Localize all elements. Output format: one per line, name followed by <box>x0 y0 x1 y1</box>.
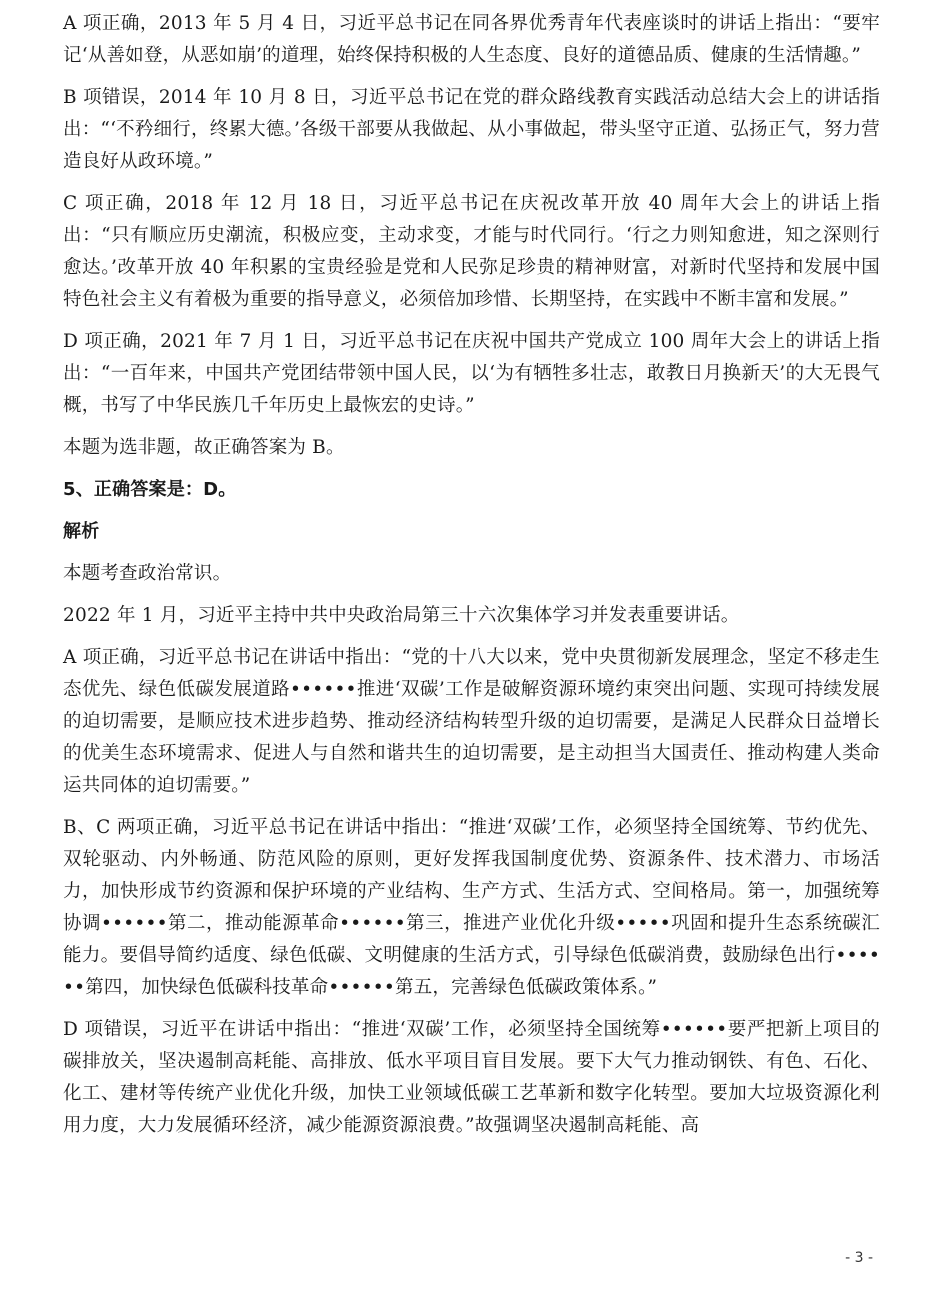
paragraph-option-a-carbon: A 项正确，习近平总书记在讲话中指出：“党的十八大以来，党中央贯彻新发展理念，坚定不移走生态优先、绿色低碳发展道路••••••推进‘双碳’工作是破解资源环境约束突出问题、实现可持续发展的迫切需要，是顺应技术进步趋势、推动经济结构转型升级的迫切需要，是满足人民群众日益增长的优美生态环境需求、促进人与自然和谐共生的迫切需要，是主动担当大国责任、推动构建人类命运共同体的迫切需要。” <box>63 647 880 796</box>
paragraph-conclusion: 本题为选非题，故正确答案为 B。 <box>63 437 345 458</box>
paragraph-option-d-carbon: D 项错误，习近平在讲话中指出：“推进‘双碳’工作，必须坚持全国统筹••••••要严把新上项目的碳排放关，坚决遏制高耗能、高排放、低水平项目盲目发展。要下大气力推动钢铁、有色、石化、化工、建材等传统产业优化升级，加快工业领域低碳工艺革新和数字化转型。要加大垃圾资源化利用力度，大力发展循环经济，减少能源资源浪费。”故强调坚决遏制高耗能、高 <box>63 1019 880 1136</box>
question-5-answer-heading: 5、正确答案是：D。 <box>63 479 237 500</box>
paragraph-topic: 本题考查政治常识。 <box>63 563 232 584</box>
paragraph-option-c-2018: C 项正确，2018 年 12 月 18 日，习近平总书记在庆祝改革开放 40 周年大会上的讲话上指出：“只有顺应历史潮流，积极应变，主动求变，才能与时代同行。‘行之力则知愈进，知之深则行愈达。’改革开放 40 年积累的宝贵经验是党和人民弥足珍贵的精神财富，对新时代坚持和发展中国特色社会主义有着极为重要的指导意义，必须倍加珍惜、长期坚持，在实践中不断丰富和发展。” <box>63 193 880 310</box>
paragraph-option-a-2013: A 项正确，2013 年 5 月 4 日，习近平总书记在同各界优秀青年代表座谈时的讲话上指出：“要牢记‘从善如登，从恶如崩’的道理，始终保持积极的人生态度、良好的道德品质、健康的生活情趣。” <box>63 13 880 66</box>
paragraph-option-bc-carbon: B、C 两项正确，习近平总书记在讲话中指出：“推进‘双碳’工作，必须坚持全国统筹、节约优先、双轮驱动、内外畅通、防范风险的原则，更好发挥我国制度优势、资源条件、技术潜力、市场活力，加快形成节约资源和保护环境的产业结构、生产方式、生活方式、空间格局。第一，加强统筹协调••••••第二，推动能源革命••••••第三，推进产业优化升级•••••巩固和提升生态系统碳汇能力。要倡导简约适度、绿色低碳、文明健康的生活方式，引导绿色低碳消费，鼓励绿色出行••••••第四，加快绿色低碳科技革命••••••第五，完善绿色低碳政策体系。” <box>63 817 880 998</box>
analysis-heading: 解析 <box>63 521 100 542</box>
page-number: - 3 - <box>845 1250 873 1266</box>
paragraph-context: 2022 年 1 月，习近平主持中共中央政治局第三十六次集体学习并发表重要讲话。 <box>63 605 740 626</box>
paragraph-option-d-2021: D 项正确，2021 年 7 月 1 日，习近平总书记在庆祝中国共产党成立 100 周年大会上的讲话上指出：“一百年来，中国共产党团结带领中国人民，以‘为有牺牲多壮志，敢教日月换新天’的大无畏气概，书写了中华民族几千年历史上最恢宏的史诗。” <box>63 331 880 416</box>
paragraph-option-b-2014: B 项错误，2014 年 10 月 8 日，习近平总书记在党的群众路线教育实践活动总结大会上的讲话指出：“‘不矜细行，终累大德。’各级干部要从我做起、从小事做起，带头坚守正道、弘扬正气，努力营造良好从政环境。” <box>63 87 880 172</box>
document-body <box>63 8 880 1152</box>
